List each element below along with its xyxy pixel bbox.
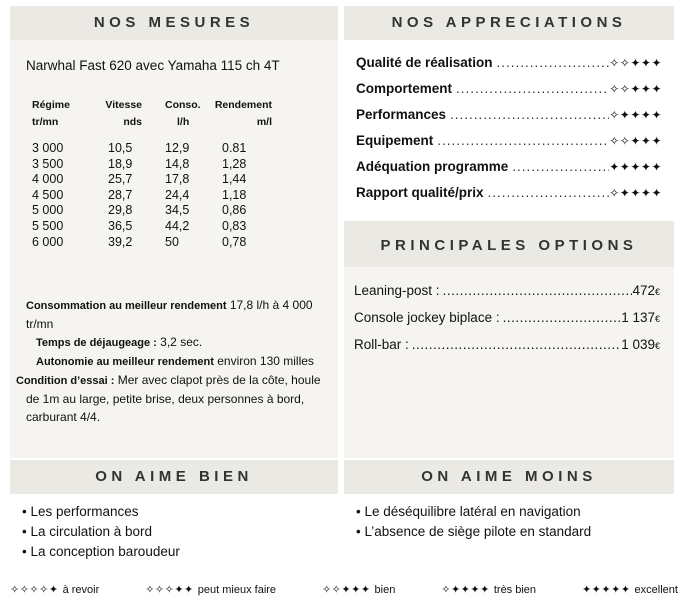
rating-row: Comportement ..... ✧✧✦✦✦ [356, 81, 662, 96]
options-panel [344, 221, 674, 458]
table-cell: 0,86 [222, 203, 247, 218]
table-cell: 1,44 [222, 172, 247, 187]
rating-stars-icon: ✧✦✦✦✦ [609, 108, 662, 122]
aime-moins-body [344, 494, 674, 572]
mesures-heading: NOS MESURES [10, 6, 338, 40]
col-values-conso [165, 141, 189, 250]
option-row: Leaning-post : ..... 472€ [354, 283, 660, 298]
stars-icon: ✦✦✦✦✦ [581, 583, 631, 596]
stars-icon: ✧✧✧✦✦ [145, 583, 194, 596]
appreciations-body [344, 40, 674, 221]
table-cell: 4 500 [32, 187, 64, 202]
table-cell: 18,9 [108, 156, 133, 171]
col-header-vitesse: Vitesse nds [105, 99, 142, 128]
table-cell: 14,8 [165, 156, 190, 171]
table-cell: 0,78 [222, 234, 247, 249]
aime-bien-heading: ON AIME BIEN [10, 460, 338, 494]
option-row: Console jockey biplace : ..... 1 137€ [354, 310, 660, 325]
list-item: • L’absence de siège pilote en standard [356, 522, 591, 542]
table-cell: 39,2 [108, 234, 133, 249]
legend-item: ✧✧✧✧✦ à revoir [10, 583, 100, 596]
table-cell: 6 000 [32, 234, 64, 249]
rating-row: Qualité de réalisation ..... ✧✧✦✦✦ [356, 55, 662, 70]
table-cell: 0.81 [222, 141, 247, 155]
table-cell: 17,8 [165, 172, 190, 187]
col-values-regime [32, 141, 63, 250]
table-cell: 3 500 [32, 156, 64, 171]
rating-row: Equipement ..... ✧✧✦✦✦ [356, 133, 662, 148]
stars-icon: ✧✦✦✦✦ [441, 583, 490, 596]
table-cell: 24,4 [165, 187, 190, 202]
rating-legend [10, 580, 678, 598]
table-cell: 25,7 [108, 172, 133, 187]
col-values-rendement [222, 141, 246, 250]
rating-stars-icon: ✧✧✦✦✦ [609, 82, 662, 96]
aime-moins-panel [344, 460, 674, 572]
rating-stars-icon: ✧✧✦✦✦ [609, 56, 662, 70]
test-notes [16, 296, 331, 426]
rating-stars-icon: ✧✦✦✦✦ [609, 186, 662, 200]
stars-icon: ✧✧✦✦✦ [321, 583, 371, 596]
table-cell: 5 500 [32, 218, 64, 233]
table-cell: 28,7 [108, 187, 133, 202]
table-cell: 5 000 [32, 203, 64, 218]
aime-bien-body [10, 494, 338, 572]
table-cell: 29,8 [108, 203, 133, 218]
appreciations-panel [344, 6, 674, 221]
rating-row: Performances ..... ✧✦✦✦✦ [356, 107, 662, 122]
table-cell: 4 000 [32, 172, 64, 187]
rating-row: Rapport qualité/prix ..... ✧✦✦✦✦ [356, 185, 662, 200]
table-cell: 50 [165, 234, 179, 249]
list-item: • Les performances [22, 502, 180, 522]
table-cell: 0,83 [222, 218, 247, 233]
legend-item: ✦✦✦✦✦ excellent [581, 583, 678, 596]
col-header-rendement: Rendement m/l [214, 99, 272, 128]
option-row: Roll-bar : ..... 1 039€ [354, 337, 660, 352]
legend-item: ✧✧✧✦✦ peut mieux faire [145, 583, 277, 596]
rating-stars-icon: ✦✦✦✦✦ [609, 160, 662, 174]
boat-title: Narwhal Fast 620 avec Yamaha 115 ch 4T [26, 58, 280, 73]
col-values-vitesse [108, 141, 132, 250]
table-cell: 34,5 [165, 203, 190, 218]
options-heading: PRINCIPALES OPTIONS [344, 229, 674, 263]
legend-item: ✧✦✦✦✦ très bien [441, 583, 537, 596]
condition-note: Condition d’essai : Mer avec clapot près de la côte, houle de 1m au large, petite brise, deux personnes à bord, carburant 4/4. [16, 373, 321, 424]
aime-moins-heading: ON AIME MOINS [344, 460, 674, 494]
list-item: • La circulation à bord [22, 522, 180, 542]
mesures-body [10, 40, 338, 458]
legend-item: ✧✧✦✦✦ bien [321, 583, 396, 596]
list-item: • Le déséquilibre latéral en navigation [356, 502, 591, 522]
rating-row: Adéquation programme ..... ✦✦✦✦✦ [356, 159, 662, 174]
table-cell: 1,28 [222, 156, 247, 171]
table-cell: 10,5 [108, 141, 133, 155]
rating-stars-icon: ✧✧✦✦✦ [609, 134, 662, 148]
dejaugeage-note: Temps de déjaugeage : 3,2 sec. [36, 335, 203, 349]
table-cell: 44,2 [165, 218, 190, 233]
autonomie-note: Autonomie au meilleur rendement environ 130 milles [36, 354, 314, 368]
table-cell: 36,5 [108, 218, 133, 233]
table-cell: 3 000 [32, 141, 64, 155]
mesures-panel [10, 6, 338, 458]
col-header-regime: Régime tr/mn [32, 99, 70, 128]
stars-icon: ✧✧✧✧✦ [10, 583, 59, 596]
table-cell: 12,9 [165, 141, 190, 155]
options-body [344, 267, 674, 458]
list-item: • La conception baroudeur [22, 542, 180, 562]
aime-bien-panel [10, 460, 338, 572]
col-header-conso: Conso. l/h [165, 99, 201, 128]
table-cell: 1,18 [222, 187, 247, 202]
appreciations-heading: NOS APPRECIATIONS [344, 6, 674, 40]
conso-note: Consommation au meilleur rendement 17,8 l/h à 4 000 tr/mn [26, 298, 313, 331]
